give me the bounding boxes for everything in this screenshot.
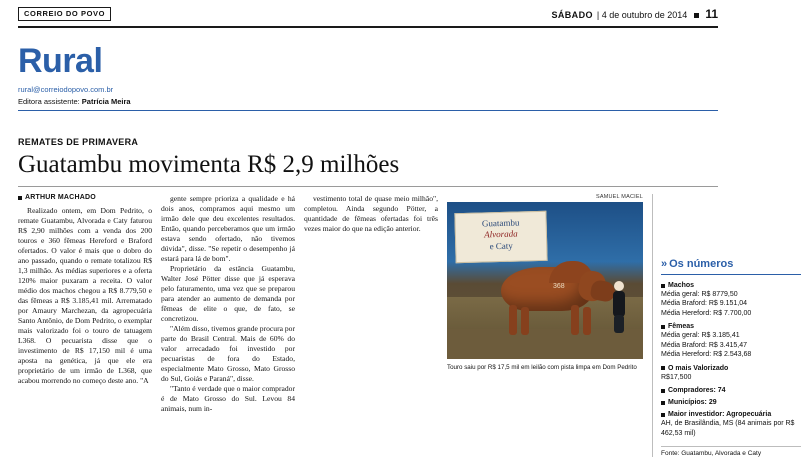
square-bullet-icon xyxy=(661,366,665,370)
handler-figure xyxy=(611,281,627,333)
numbers-divider xyxy=(661,274,801,275)
section-title: Rural xyxy=(18,42,103,80)
banner-line-3: e Caty xyxy=(489,239,513,251)
numbers-line: Média geral: R$ 8779,50 xyxy=(661,291,738,298)
numbers-group xyxy=(661,399,801,406)
section-editor xyxy=(18,97,718,106)
numbers-title-label: Os números xyxy=(669,258,734,270)
bull-leg xyxy=(509,305,517,335)
numbers-group xyxy=(661,365,801,382)
square-bullet-icon xyxy=(18,196,22,200)
numbers-line: Média Hereford: R$ 2.543,68 xyxy=(661,351,752,359)
square-bullet-icon xyxy=(661,325,665,329)
section-header xyxy=(18,44,718,106)
numbers-source: Fonte: Guatambu, Alvorada e Caty xyxy=(661,449,762,457)
double-chevron-right-icon: » xyxy=(661,258,666,270)
numbers-line: R$17,500 xyxy=(661,373,692,381)
handler-legs xyxy=(614,315,624,333)
photo-caption: Touro saiu por R$ 17,5 mil em leilão com pista limpa em Dom Pedrito xyxy=(447,363,637,371)
numbers-group xyxy=(661,411,801,438)
article-body xyxy=(18,194,795,457)
date-label: | 4 de outubro de 2014 xyxy=(596,10,688,20)
paragraph: "Tanto é verdade que o maior comprador é de Mato Grosso do Sul. Levou 84 animais, num in- xyxy=(161,384,295,414)
banner-line-1: Guatambu xyxy=(481,217,520,228)
numbers-group-head xyxy=(661,282,801,289)
byline-author: ARTHUR MACHADO xyxy=(25,194,96,201)
numbers-line: Média Braford: R$ 3.415,47 xyxy=(661,341,747,349)
paragraph: Realizado ontem, em Dom Pedrito, o remate Guatambu, Alvorada e Caty faturou R$ 2,90 milhões com a venda dos 200 touros e 360 fêmeas Hereford e Braford ofertados. O valor é mais que o dobro do ano passado, quando o remate totalizou R$ 1,3 milhão. As médias superiores e a oferta 120% maior puxaram a receita. O valor médio dos machos chegou a R$ 8.779,50 e das fêmeas a R$ 3.185,41 mil. Arrematado por Amaury Marchezan, da agropecuária Santo Antônio, de Dom Pedrito, o exemplar mais valorizado foi o touro de tatuagem L368. O pecuarista disse que o investimento de R$ 17,150 mil é uma aposta na genética, já que ele era proprietário de um irmão de L368, que acabou morrendo no começo deste ano. "A xyxy=(18,206,152,386)
numbers-group-head xyxy=(661,399,801,406)
square-bullet-icon xyxy=(661,401,665,405)
paragraph: "Além disso, tivemos grande procura por parte do Brasil Central. Mais de 60% do valor arrecadado foi investido por pecuaristas de fora do Estado, especialmente Mato Grosso, Mato Grosso do Sul, Goiás e Paraná", disse. xyxy=(161,324,295,384)
numbers-group-label: Fêmeas xyxy=(668,323,695,331)
numbers-group xyxy=(661,282,801,318)
numbers-group-head xyxy=(661,411,801,418)
numbers-group-head xyxy=(661,365,801,372)
numbers-footer-divider xyxy=(661,446,801,447)
paragraph: gente sempre prioriza a qualidade e há dois anos, compramos aqui mesmo um irmão dele que deu excelentes resultados. Então, quando perceberamos que um irmão estava sendo ofertado, não tivemos dúvida", disse. "Se repetir o desempenho já estará para lá de bom". xyxy=(161,194,295,264)
numbers-group xyxy=(661,323,801,359)
weekday-label: SÁBADO xyxy=(551,10,593,20)
bull-leg xyxy=(521,307,529,335)
article-photo-block xyxy=(447,194,643,457)
numbers-group-head xyxy=(661,387,801,394)
bull-tattoo-number: 368 xyxy=(553,282,565,290)
paragraph: Proprietário da estância Guatambu, Walter José Pötter disse que já esperava pelo faturamento, uma vez que se preparou para atender ao aumento de demanda por fêmeas de elite o que, de fato, se concretizou. xyxy=(161,264,295,324)
numbers-title xyxy=(661,258,801,270)
numbers-group-label: Machos xyxy=(668,282,695,289)
numbers-line: Média geral: R$ 3.185,41 xyxy=(661,332,740,340)
article-byline xyxy=(18,194,152,201)
numbers-group-label: Compradores: 74 xyxy=(668,387,726,395)
numbers-line: Média Braford: R$ 9.151,04 xyxy=(661,300,747,308)
bull-leg xyxy=(571,305,579,335)
numbers-group xyxy=(661,387,801,394)
bull-illustration xyxy=(491,261,613,333)
article-kicker: REMATES DE PRIMAVERA xyxy=(18,137,139,147)
article-photo xyxy=(447,202,643,359)
publication-brand: CORREIO DO POVO xyxy=(18,7,111,20)
section-email: rural@correiodopovo.com.br xyxy=(18,85,114,94)
paragraph: vestimento total de quase meio milhão", completou. Ainda segundo Pötter, a quantidade de fêmeas ofertadas foi três vezes maior do que na edição anterior. xyxy=(304,194,438,234)
page-number: 11 xyxy=(705,7,718,21)
event-banner xyxy=(454,210,547,262)
editor-label: Editora assistente: xyxy=(18,97,80,106)
numbers-line: Média Hereford: R$ 7.700,00 xyxy=(661,309,752,317)
numbers-group-label: Municípios: 29 xyxy=(668,399,717,407)
headline-divider xyxy=(18,186,718,187)
section-divider xyxy=(18,110,718,111)
numbers-line: AH, de Brasilândia, MS (84 animais por R$ 462,53 mil) xyxy=(661,420,795,437)
numbers-group-head xyxy=(661,323,801,330)
bull-leg xyxy=(583,307,591,335)
square-bullet-icon xyxy=(694,13,699,18)
square-bullet-icon xyxy=(661,284,665,288)
handler-head xyxy=(614,281,624,291)
numbers-group-label: Maior investidor: Agropecuária xyxy=(668,411,772,419)
masthead-divider xyxy=(18,26,718,28)
square-bullet-icon xyxy=(661,389,665,393)
masthead-dateline xyxy=(551,7,718,21)
article-column-3 xyxy=(304,194,438,457)
article-column-2 xyxy=(161,194,295,457)
numbers-group-label: O mais Valorizado xyxy=(668,364,729,372)
arena-sand xyxy=(447,329,643,359)
photo-credit: SAMUEL MACIEL xyxy=(595,194,643,200)
square-bullet-icon xyxy=(661,413,665,417)
masthead xyxy=(18,0,718,25)
article-column-1 xyxy=(18,194,152,457)
numbers-sidebar xyxy=(652,194,801,457)
banner-line-2: Alvorada xyxy=(484,228,518,240)
article-headline: Guatambu movimenta R$ 2,9 milhões xyxy=(18,151,400,178)
editor-name: Patrícia Meira xyxy=(81,97,131,106)
handler-body xyxy=(613,291,625,317)
